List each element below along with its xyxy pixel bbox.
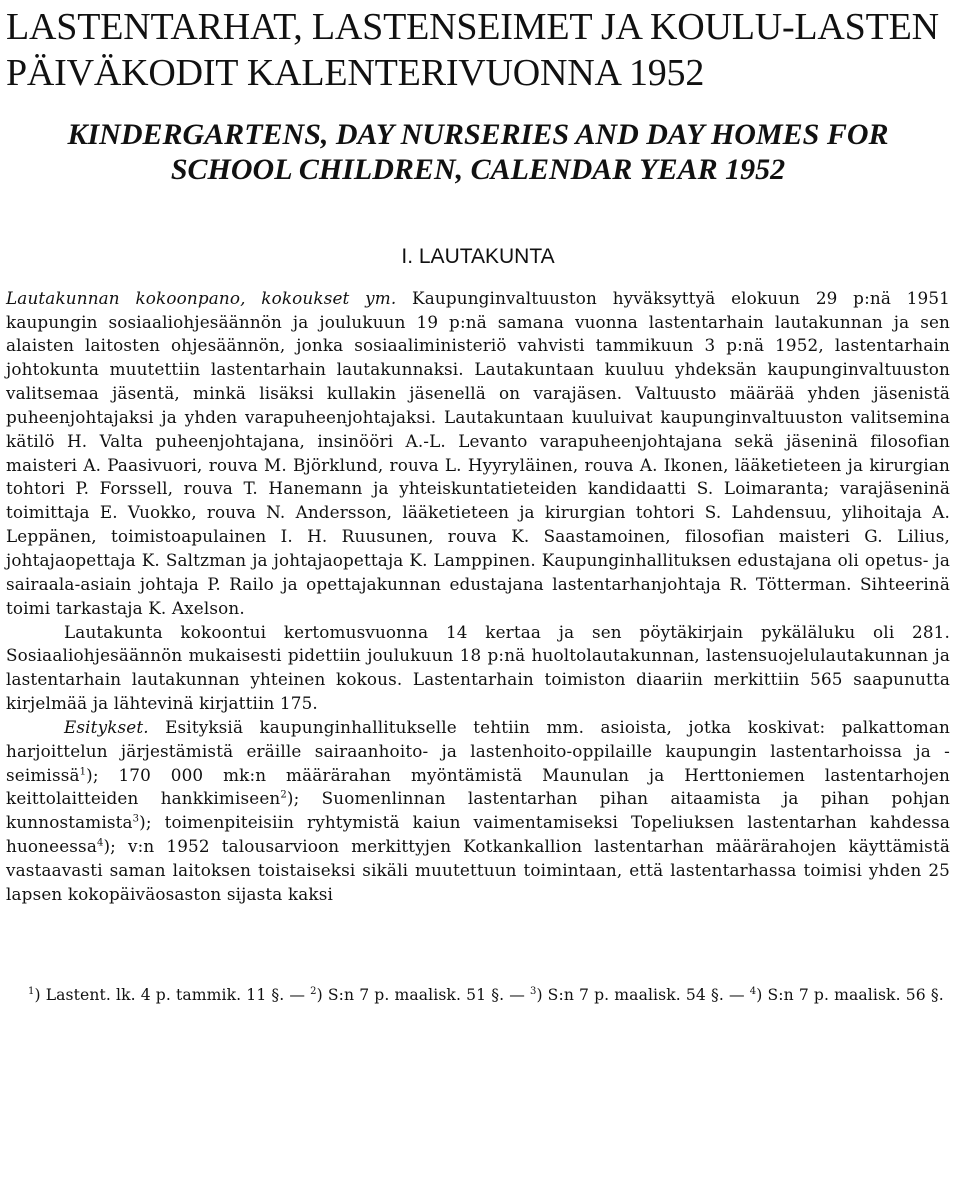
footnote-marker: 4 <box>749 985 757 997</box>
footnote-ref: 4 <box>96 837 104 849</box>
body-text <box>6 287 950 907</box>
paragraph-text: Esityksiä kaupunginhallitukselle tehtiin mm. asioista, jotka koskivat: palkattoman harjoittelun järjestämistä eräille sairaanhoito- ja lastenhoito-oppilaille kaupungin lastentarhoissa ja -seimissä <box>6 716 950 785</box>
paragraph-text: ); v:n 1952 talousarvioon merkittyjen Kotkankallion lastentarhan määrärahojen käyttämistä vastaavasti saman laitoksen toistaiseksi sikäli muutettuun toimintaan, että lastentarhassa toimisi yhden 25 lapsen kokopäiväosaston sijasta kaksi <box>6 836 950 904</box>
footnote-ref: 3 <box>132 813 140 825</box>
footnote-text: ) S:n 7 p. maalisk. 56 §. <box>756 985 944 1004</box>
paragraph-composition <box>6 287 950 621</box>
footnote-marker: 1 <box>28 985 35 997</box>
paragraph-lead: Esitykset. <box>64 716 149 737</box>
footnote-ref: 2 <box>280 789 287 801</box>
section-heading: I. LAUTAKUNTA <box>401 244 555 268</box>
paragraph-text: ); Suomenlinnan lastentarhan pihan aitaamista ja pihan pohjan kunnostamista <box>6 788 950 833</box>
page-title: LASTENTARHAT, LASTENSEIMET JA KOULU-LASTEN PÄIVÄKODIT KALENTERIVUONNA 1952 <box>6 6 939 95</box>
footnote-marker: 3 <box>529 985 537 997</box>
footnote-marker: 2 <box>310 985 317 997</box>
paragraph-text: ); 170 000 mk:n määrärahan myöntämistä Maunulan ja Herttoniemen lastentarhojen keittolaitteiden hankkimiseen <box>6 764 950 809</box>
footnotes <box>6 985 950 1006</box>
footnote-text: ) S:n 7 p. maalisk. 54 §. — <box>536 985 750 1004</box>
paragraph-lead: Lautakunnan kokoonpano, kokoukset ym. <box>6 287 397 308</box>
paragraph-meetings: Lautakunta kokoontui kertomusvuonna 14 kertaa ja sen pöytäkirjain pykäläluku oli 281. Sosiaaliohjesäännön mukaisesti pidettiin joulukuun 18 p:nä huoltolautakunnan, lastensuojelulautakunnan ja lastentarhain lautakunnan yhteinen kokous. Lastentarhain toimiston diaariin merkittiin 565 saapunutta kirjelmää ja lähtevinä kirjattiin 175. <box>6 621 950 714</box>
paragraph-text: Kaupunginvaltuuston hyväksyttyä elokuun 29 p:nä 1951 kaupungin sosiaaliohjesäännön ja joulukuun 19 p:nä samana vuonna lastentarhain lautakunnan ja sen alaisten laitosten ohjesäännön, jonka sosiaaliministeriö vahvisti tammikuun 3 p:nä 1952, lastentarhain johtokunta muutettiin lastentarhain lautakunnaksi. Lautakuntaan kuuluu yhdeksän kaupunginvaltuuston valitsemaa jäsentä, minkä lisäksi kullakin jäsenellä on varajäsen. Valtuusto määrää yhden jäsenistä puheenjohtajaksi ja yhden varapuheenjohtajaksi. Lautakuntaan kuuluivat kaupunginvaltuuston valitsemina kätilö H. Valta puheenjohtajana, insinööri A.-L. Levanto varapuheenjohtajana sekä jäseninä filosofian maisteri A. Paasivuori, rouva M. Björklund, rouva L. Hyyryläinen, rouva A. Ikonen, lääketieteen ja kirurgian tohtori P. Forssell, rouva T. Hanemann ja yhteiskuntatieteiden kandidaatti S. Loimaranta; varajäseninä toimittaja E. Vuokko, rouva N. Andersson, lääketieteen ja kirurgian tohtori S. Lahdensuu, ylihoitaja A. Leppänen, toimistoapulainen I. H. Ruusunen, rouva K. Saastamoinen, filosofian maisteri G. Lilius, johtajaopettaja K. Saltzman ja johtajaopettaja K. Lamppinen. Kaupunginhallituksen edustajana oli opetus- ja sairaala-asiain johtaja P. Railo ja opettajakunnan edustajana lastentarhanjohtaja R. Tötterman. Sihteerinä toimi tarkastaja K. Axelson. <box>6 287 951 618</box>
paragraph-proposals <box>6 716 950 907</box>
footnote-text: ) S:n 7 p. maalisk. 51 §. — <box>316 985 530 1004</box>
footnote-line <box>6 985 950 1006</box>
document-page <box>6 4 950 1006</box>
paragraph-text: ); toimenpiteisiin ryhtymistä kaiun vaimentamiseksi Topeliuksen lastentarhan kahdessa huoneessa <box>6 812 950 857</box>
footnote-ref: 1 <box>79 765 87 777</box>
footnote-text: ) Lastent. lk. 4 p. tammik. 11 §. — <box>34 985 311 1004</box>
page-subtitle: KINDERGARTENS, DAY NURSERIES AND DAY HOMES FOR SCHOOL CHILDREN, CALENDAR YEAR 1952 <box>67 117 889 187</box>
